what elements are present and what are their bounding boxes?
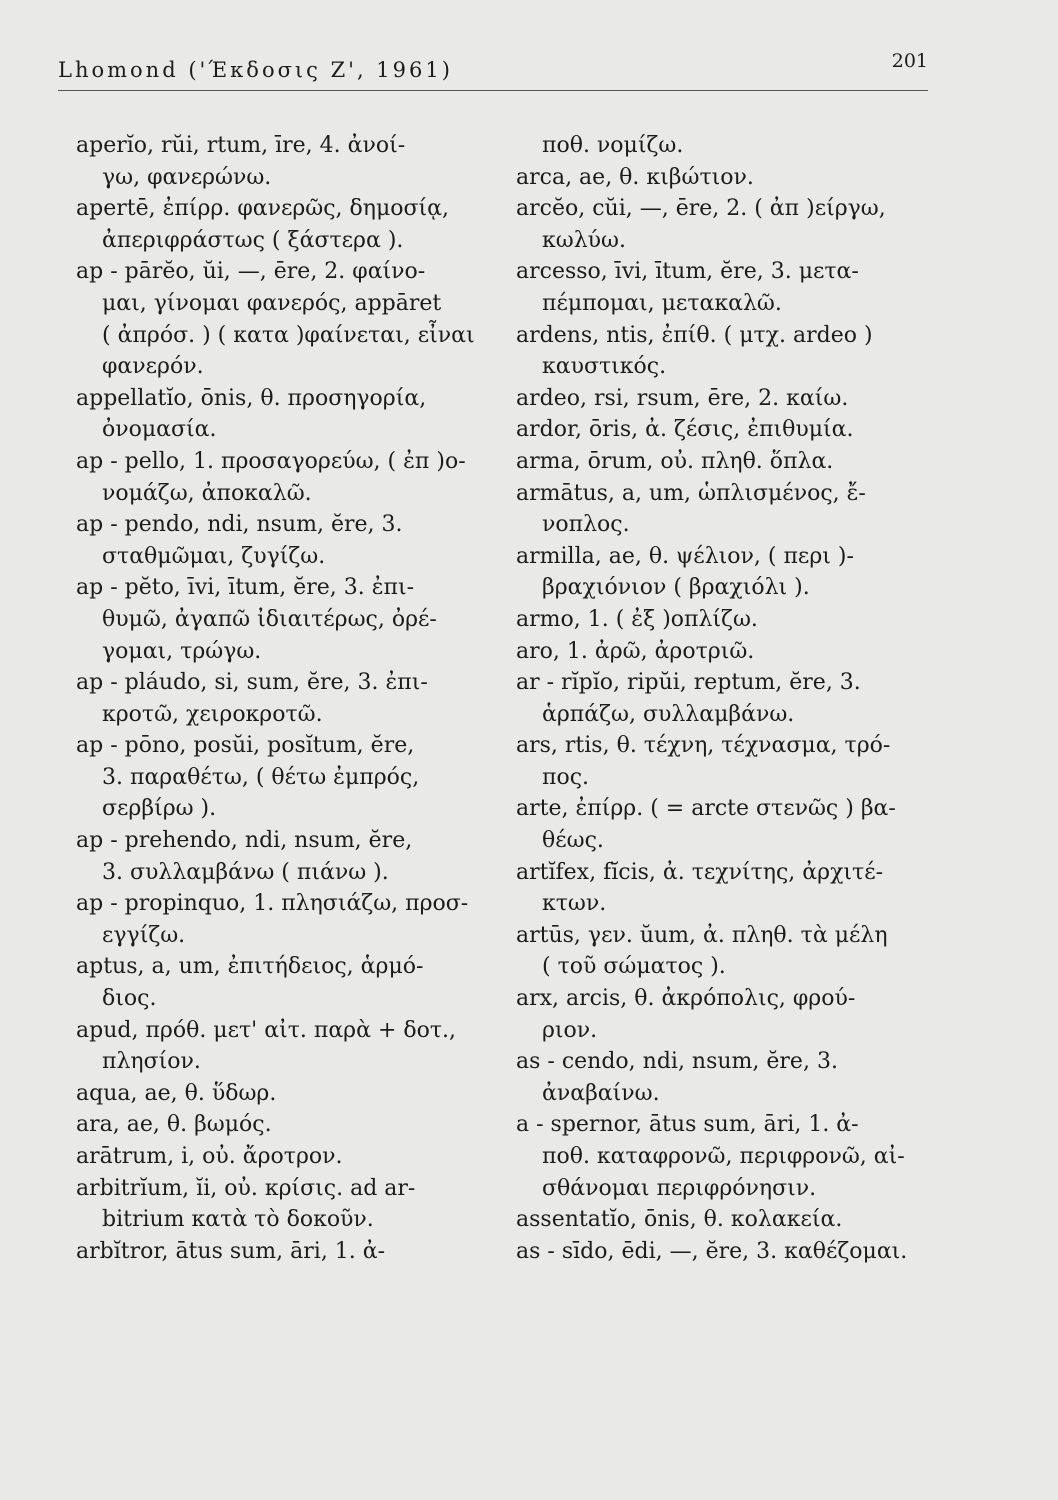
dictionary-entry-line: artūs, γεν. ŭum, ἀ. πληθ. τὰ μέλη xyxy=(516,922,888,948)
dictionary-entry-line: νομάζω, ἀποκαλῶ. xyxy=(102,480,312,506)
dictionary-entry-line: armo, 1. ( ἐξ )οπλίζω. xyxy=(516,606,758,632)
dictionary-entry-line: ap - pello, 1. προσαγορεύω, ( ἐπ )ο- xyxy=(76,448,466,474)
running-title: Lhomond ('Έκδοσις Ζ', 1961) xyxy=(58,58,453,82)
dictionary-entry-line: γω, φανερώνω. xyxy=(102,164,272,190)
dictionary-entry-line: ὀνομασία. xyxy=(102,417,217,443)
dictionary-entry-line: ( ἀπρόσ. ) ( κατα )φαίνεται, εἶναι xyxy=(102,322,475,348)
dictionary-entry-line: arbĭtror, ātus sum, āri, 1. ἀ- xyxy=(76,1238,386,1264)
dictionary-entry-line: ardens, ntis, ἐπίθ. ( μτχ. ardeo ) xyxy=(516,322,873,348)
dictionary-entry-line: ποθ. καταφρονῶ, περιφρονῶ, αἰ- xyxy=(542,1144,905,1169)
dictionary-entry-line: θυμῶ, ἀγαπῶ ἰδιαιτέρως, ὀρέ- xyxy=(102,606,437,632)
page-header xyxy=(58,50,928,91)
dictionary-entry-line: ap - pláudo, si, sum, ĕre, 3. ἐπι- xyxy=(76,670,428,696)
dictionary-entry-line: κωλύω. xyxy=(542,227,626,253)
dictionary-entry-line: εγγίζω. xyxy=(102,922,186,948)
dictionary-entry-line: κροτῶ, χειροκροτῶ. xyxy=(102,701,323,727)
dictionary-entry-line: ἀναβαίνω. xyxy=(542,1080,660,1106)
dictionary-entry-line: arcesso, īvi, ītum, ĕre, 3. μετα- xyxy=(516,259,859,285)
dictionary-entry-line: ποθ. νομίζω. xyxy=(542,133,684,158)
dictionary-entry-line: ap - pārĕo, ŭi, —, ēre, 2. φαίνο- xyxy=(76,259,426,285)
dictionary-entry-line: arma, ōrum, οὐ. πληθ. ὅπλα. xyxy=(516,448,834,474)
left-column xyxy=(76,130,506,1267)
dictionary-entry-line: μαι, γίνομαι φανερός, appāret xyxy=(102,290,442,316)
dictionary-entry-line: κτων. xyxy=(542,891,607,917)
dictionary-entry-line: ap - prehendo, ndi, nsum, ĕre, xyxy=(76,828,413,854)
dictionary-entry-line: arcĕo, cŭi, —, ēre, 2. ( ἀπ )είργω, xyxy=(516,196,886,222)
dictionary-entry-line: aro, 1. ἀρῶ, ἀροτριῶ. xyxy=(516,638,755,664)
dictionary-entry-line: arca, ae, θ. κιβώτιον. xyxy=(516,164,754,190)
dictionary-entry-line: ardeo, rsi, rsum, ēre, 2. καίω. xyxy=(516,385,849,411)
dictionary-entry-line: σερβίρω ). xyxy=(102,796,217,822)
dictionary-entry-line: aqua, ae, θ. ὕδωρ. xyxy=(76,1080,277,1106)
dictionary-entry-line: διος. xyxy=(102,986,157,1012)
dictionary-entry-line: artĭfex, fĭcis, ἀ. τεχνίτης, ἀρχιτέ- xyxy=(516,859,884,885)
dictionary-entry-line: arte, ἐπίρρ. ( = arcte στενῶς ) βα- xyxy=(516,796,896,822)
dictionary-entry-line: σταθμῶμαι, ζυγίζω. xyxy=(102,543,326,569)
dictionary-entry-line: ἀπεριφράστως ( ξάστερα ). xyxy=(102,227,404,253)
dictionary-entry-line: armātus, a, um, ὡπλισμένος, ἔ- xyxy=(516,480,866,506)
dictionary-entry-line: ap - propinquo, 1. πλησιάζω, προσ- xyxy=(76,891,469,917)
dictionary-entry-line: as - cendo, ndi, nsum, ĕre, 3. xyxy=(516,1049,838,1075)
dictionary-entry-line: βραχιόνιον ( βραχιόλι ). xyxy=(542,575,810,601)
dictionary-entry-line: apertē, ἐπίρρ. φανερῶς, δημοσίᾳ, xyxy=(76,196,450,222)
right-column xyxy=(516,130,948,1267)
dictionary-entry-line: ( τοῦ σώματος ). xyxy=(542,954,726,980)
dictionary-entry-line: γομαι, τρώγω. xyxy=(102,638,262,664)
dictionary-entry-line: φανερόν. xyxy=(102,354,204,380)
dictionary-entry-line: arx, arcis, θ. ἀκρόπολις, φρού- xyxy=(516,986,856,1012)
dictionary-entry-line: appellatĭo, ōnis, θ. προσηγορία, xyxy=(76,385,427,411)
dictionary-entry-line: apud, πρόθ. μετ' αἰτ. παρὰ + δοτ., xyxy=(76,1017,457,1043)
dictionary-entry-line: ardor, ōris, ἀ. ζέσις, ἐπιθυμία. xyxy=(516,417,854,443)
dictionary-entry-line: ap - pendo, ndi, nsum, ĕre, 3. xyxy=(76,512,403,538)
dictionary-entry-line: καυστικός. xyxy=(542,354,667,380)
dictionary-entry-line: arbitrĭum, ĭi, οὐ. κρίσις. ad ar- xyxy=(76,1175,416,1201)
dictionary-entry-line: 3. παραθέτω, ( θέτω ἐμπρός, xyxy=(102,764,420,790)
dictionary-entry-line: assentatĭo, ōnis, θ. κολακεία. xyxy=(516,1207,843,1233)
dictionary-entry-line: ara, ae, θ. βωμός. xyxy=(76,1112,272,1138)
dictionary-entry-line: ar - rĭpĭo, ripŭi, reptum, ĕre, 3. xyxy=(516,670,861,696)
dictionary-entry-line: ap - pōno, posŭi, posĭtum, ĕre, xyxy=(76,733,415,759)
page-number: 201 xyxy=(891,50,928,72)
dictionary-entry-line: aperĭo, rŭi, rtum, īre, 4. ἀνοί- xyxy=(76,133,406,158)
dictionary-entry-line: bitrium κατὰ τὸ δοκοῦν. xyxy=(102,1207,374,1233)
dictionary-entry-line: πος. xyxy=(542,764,590,790)
dictionary-entry-line: a - spernor, ātus sum, āri, 1. ἀ- xyxy=(516,1112,859,1138)
dictionary-entry-line: aptus, a, um, ἐπιτήδειος, ἁρμό- xyxy=(76,954,424,980)
dictionary-entry-line: arātrum, i, οὐ. ἄροτρον. xyxy=(76,1144,343,1169)
dictionary-entry-line: 3. συλλαμβάνω ( πιάνω ). xyxy=(102,859,389,885)
dictionary-entry-line: νοπλος. xyxy=(542,512,630,538)
dictionary-entry-line: ars, rtis, θ. τέχνη, τέχνασμα, τρό- xyxy=(516,733,891,759)
dictionary-entry-line: σθάνομαι περιφρόνησιν. xyxy=(542,1175,817,1201)
dictionary-entry-line: πέμπομαι, μετακαλῶ. xyxy=(542,290,782,316)
dictionary-entry-line: ap - pĕto, īvi, ītum, ĕre, 3. ἐπι- xyxy=(76,575,415,601)
dictionary-entry-line: ἁρπάζω, συλλαμβάνω. xyxy=(542,701,795,727)
dictionary-entry-line: armilla, ae, θ. ψέλιον, ( περι )- xyxy=(516,543,854,569)
dictionary-entry-line: θέως. xyxy=(542,828,604,854)
dictionary-entry-line: ριον. xyxy=(542,1017,598,1043)
dictionary-entry-line: πλησίον. xyxy=(102,1049,201,1075)
dictionary-entry-line: as - sīdo, ēdi, —, ĕre, 3. καθέζομαι. xyxy=(516,1238,908,1264)
